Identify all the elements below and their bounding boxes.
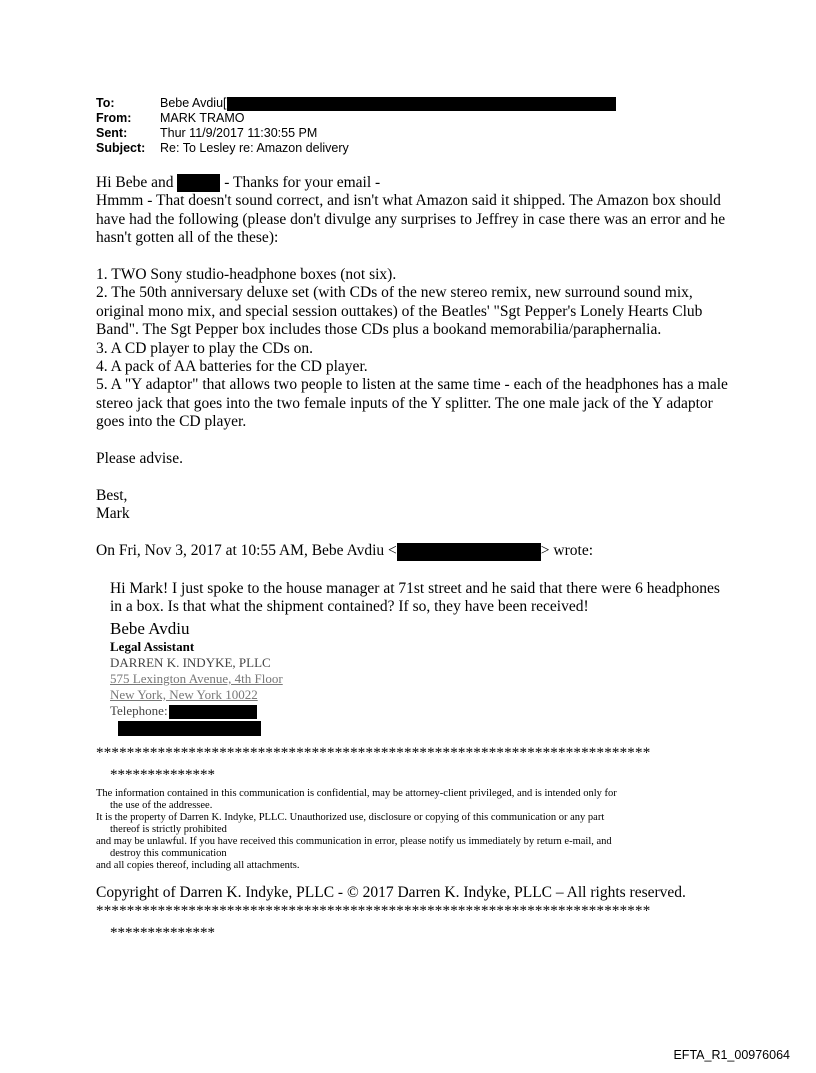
stars-divider-bottom-short: **************	[110, 925, 215, 941]
stars-divider-bottom: ************************************************************************	[96, 903, 651, 919]
disclaimer-line-3b: destroy this communication	[110, 848, 227, 859]
disclaimer-line-1b: the use of the addressee.	[110, 800, 213, 811]
disclaimer-line-2: It is the property of Darren K. Indyke, PLLC. Unauthorized use, disclosure or copying of this communication or any part	[96, 812, 605, 823]
signature-address-1[interactable]: 575 Lexington Avenue, 4th Floor	[110, 670, 283, 686]
email-body	[96, 174, 736, 561]
greeting	[96, 174, 736, 192]
closing: Best,	[96, 486, 128, 504]
sent-value: Thur 11/9/2017 11:30:55 PM	[160, 126, 318, 140]
sent-row	[96, 126, 616, 141]
disclaimer	[96, 788, 716, 872]
disclaimer-line-1: The information contained in this communication is confidential, may be attorney-client privileged, and is intended only for	[96, 788, 617, 799]
list-item-4: 4. A pack of AA batteries for the CD player.	[96, 358, 368, 376]
to-label: To:	[96, 96, 115, 110]
signature-phone-label: Telephone:	[110, 702, 168, 718]
quoted-message	[110, 580, 730, 737]
list-item-3: 3. A CD player to play the CDs on.	[96, 339, 313, 357]
redaction-email	[397, 543, 541, 561]
redaction-greeting	[177, 174, 220, 192]
redaction-extra	[118, 721, 261, 736]
from-value: MARK TRAMO	[160, 111, 245, 125]
from-row	[96, 111, 616, 126]
subject-label: Subject:	[96, 141, 146, 155]
disclaimer-line-3: and may be unlawful. If you have received this communication in error, please notify us immediately by return e-mail, and	[96, 836, 612, 847]
signature-firm: DARREN K. INDYKE, PLLC	[110, 654, 271, 670]
quote-intro-start: On Fri, Nov 3, 2017 at 10:55 AM, Bebe Avdiu <	[96, 542, 397, 560]
to-row	[96, 96, 616, 111]
signature-name: Bebe Avdiu	[110, 618, 190, 638]
greeting-end: - Thanks for your email -	[220, 174, 381, 191]
email-header	[96, 96, 616, 156]
disclaimer-line-2b: thereof is strictly prohibited	[110, 824, 227, 835]
copyright-line: Copyright of Darren K. Indyke, PLLC - © 2017 Darren K. Indyke, PLLC – All rights reserved.	[96, 884, 686, 901]
signature-title: Legal Assistant	[110, 638, 195, 654]
subject-value: Re: To Lesley re: Amazon delivery	[160, 141, 349, 155]
advise-line: Please advise.	[96, 450, 183, 468]
document-id: EFTA_R1_00976064	[673, 1048, 790, 1062]
sent-label: Sent:	[96, 126, 128, 140]
redaction-phone	[169, 705, 257, 719]
stars-divider-top: ************************************************************************	[96, 745, 651, 761]
signoff: Mark	[96, 505, 130, 523]
subject-row	[96, 141, 616, 156]
quote-intro-end: > wrote:	[540, 542, 594, 560]
list-item-1: 1. TWO Sony studio-headphone boxes (not six).	[96, 266, 397, 284]
list-item-2: 2. The 50th anniversary deluxe set (with CDs of the new stereo remix, new surround sound mix, original mono mix, and special session outtakes) of the Beatles' "Sgt Pepper's Lonely Hearts Club Band". The Sgt Pepper box includes those CDs plus a bookand memorabilia/paraphernalia.	[96, 284, 703, 339]
quote-intro	[96, 542, 736, 560]
list-item-5: 5. A "Y adaptor" that allows two people to listen at the same time - each of the headphones has a male stereo jack that goes into the two female inputs of the Y splitter. The one male jack of the Y adaptor goes into the CD player.	[96, 376, 728, 431]
paragraph-1: Hmmm - That doesn't sound correct, and isn't what Amazon said it shipped. The Amazon box should have had the following (please don't divulge any surprises to Jeffrey in case there was an error and he hasn't gotten all of the these):	[96, 192, 726, 247]
redaction-to	[227, 97, 616, 111]
to-value: Bebe Avdiu[	[160, 96, 227, 110]
from-label: From:	[96, 111, 132, 125]
quoted-body: Hi Mark! I just spoke to the house manager at 71st street and he said that there were 6 headphones in a box. Is that what the shipment contained? If so, they have been received!	[110, 580, 720, 616]
greeting-start: Hi Bebe and	[96, 174, 174, 191]
signature-phone-row	[110, 703, 730, 719]
disclaimer-line-4: and all copies thereof, including all attachments.	[96, 860, 300, 871]
signature-address-2[interactable]: New York, New York 10022	[110, 686, 258, 702]
stars-divider-top-short: **************	[110, 767, 215, 783]
